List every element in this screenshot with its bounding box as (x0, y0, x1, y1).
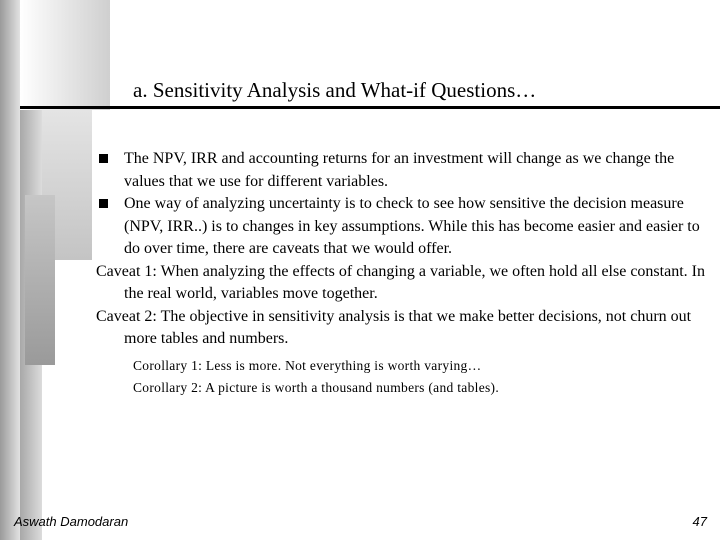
slide-content (96, 148, 708, 399)
decorative-bar-left (0, 0, 20, 540)
bullet-item (96, 193, 708, 261)
bullet-item (96, 148, 708, 193)
page-number: 47 (692, 514, 707, 529)
decorative-bar-lower (25, 195, 55, 365)
title-divider (20, 106, 720, 109)
decorative-bar-top (20, 0, 110, 110)
bullet-text: The NPV, IRR and accounting returns for an investment will change as we change the values that we use for different variables. (124, 150, 675, 190)
corollary-item: Corollary 1: Less is more. Not everything is worth varying… (133, 357, 482, 373)
footer-author: Aswath Damodaran (14, 514, 129, 529)
square-bullet-icon (99, 199, 108, 208)
corollary-item: Corollary 2: A picture is worth a thousand numbers (and tables). (133, 379, 500, 395)
caveat-item: Caveat 2: The objective in sensitivity analysis is that we make better decisions, not churn out more tables and numbers. (96, 307, 692, 347)
slide-title: a. Sensitivity Analysis and What-if Questions… (133, 78, 537, 102)
square-bullet-icon (99, 154, 108, 163)
bullet-text: One way of analyzing uncertainty is to check to see how sensitive the decision measure (NPV, IRR..) is to changes in key assumptions. While this has become easier and easier to do over time, there are caveats that we would offer. (124, 195, 700, 257)
caveat-item: Caveat 1: When analyzing the effects of changing a variable, we often hold all else constant. In the real world, variables move together. (96, 262, 705, 302)
